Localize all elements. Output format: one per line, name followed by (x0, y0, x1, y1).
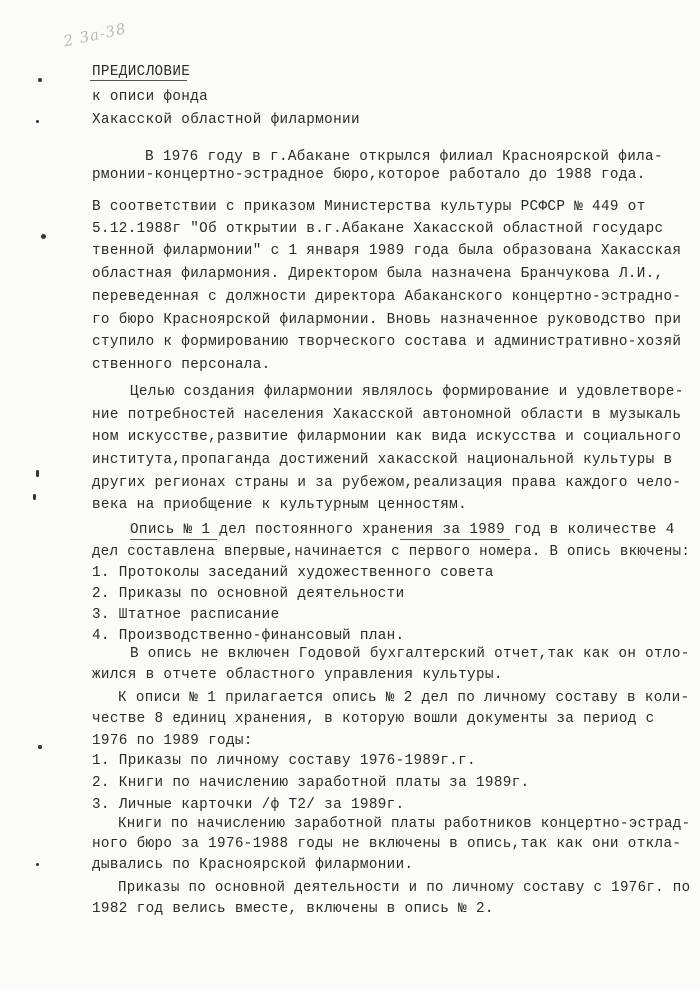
text-line: ном искусстве,развитие филармонии как вида искусства и социального (92, 429, 682, 445)
text-line: жился в отчете областного управления культуры. (92, 667, 503, 683)
heading-line-3: Хакасской областной филармонии (92, 112, 360, 128)
text-line: переведенная с должности директора Абаканского концертно-эстрадно- (92, 289, 682, 305)
text-line: ного бюро за 1976-1988 годы не включены в опись,так как они откла- (92, 836, 682, 852)
text-line: дывались по Красноярской филармонии. (92, 857, 414, 873)
text-line: го бюро Красноярской филармонии. Вновь назначенное руководство при (92, 312, 682, 328)
text-line: института,пропаганда достижений хакасской национальной культуры в (92, 452, 673, 468)
document-title: ПРЕДИСЛОВИЕ (92, 64, 191, 80)
text-line: века на приобщение к культурным ценностям. (92, 497, 468, 513)
text-line: Целью создания филармонии являлось формирование и удовлетворе- (130, 384, 684, 400)
margin-mark (36, 863, 39, 866)
text-line: других регионах страны и за рубежом,реализация права каждого чело- (92, 475, 682, 491)
pencil-archive-note: 2 3а-38 (61, 19, 129, 51)
list-item: 2. Книги по начислению заработной платы за 1989г. (92, 775, 530, 791)
text-line: честве 8 единиц хранения, в которую вошли документы за период с (92, 711, 655, 727)
margin-mark (36, 120, 39, 123)
text-line: В соответствии с приказом Министерства культуры РСФСР № 449 от (92, 199, 646, 215)
list-item: 3. Личные карточки /ф Т2/ за 1989г. (92, 797, 405, 813)
text-line: ние потребностей населения Хакасской автономной области в музыкаль (92, 407, 682, 423)
text-line: К описи № 1 прилагается опись № 2 дел по личному составу в коли- (118, 690, 690, 706)
text-line: Книги по начислению заработной платы работников концертно-эстрад- (118, 816, 691, 832)
list-item: 1. Приказы по личному составу 1976-1989г.г. (92, 753, 476, 769)
text-line: твенной филармонии" с 1 января 1989 года была образована Хакасская (92, 243, 682, 259)
margin-mark (41, 234, 46, 239)
text-line: ступило к формированию творческого состава и административно-хозяй (92, 334, 682, 350)
text-line: В 1976 году в г.Абакане открылся филиал Красноярской фила- (145, 149, 663, 165)
text-line: 5.12.1988г "Об открытии в.г.Абакане Хакасской областной государс (92, 221, 664, 237)
list-item: 1. Протоколы заседаний художественного совета (92, 565, 494, 581)
margin-mark (38, 78, 42, 82)
text-line: 1982 год велись вместе, включены в опись № 2. (92, 901, 494, 917)
text-line: ственного персонала. (92, 357, 271, 373)
text-line: 1976 по 1989 годы: (92, 733, 253, 749)
text-line: В опись не включен Годовой бухгалтерский отчет,так как он отло- (130, 646, 690, 662)
list-item: 4. Производственно-финансовый план. (92, 628, 405, 644)
text-line: Приказы по основной деятельности и по личному составу с 1976г. по (118, 880, 691, 896)
heading-line-2: к описи фонда (92, 89, 209, 105)
text-line: рмонии-концертно-эстрадное бюро,которое работало до 1988 года. (92, 167, 646, 183)
margin-mark (38, 745, 42, 749)
list-item: 3. Штатное расписание (92, 607, 280, 623)
text-line: Опись № 1 дел постоянного хранения за 1989 год в количестве 4 (130, 522, 675, 538)
margin-mark (36, 470, 39, 477)
list-item: 2. Приказы по основной деятельности (92, 586, 405, 602)
margin-mark (33, 494, 36, 500)
title-underline (90, 80, 187, 81)
handwritten-underline (130, 539, 217, 540)
handwritten-underline (400, 539, 510, 540)
text-line: дел составлена впервые,начинается с первого номера. В опись вкючены: (92, 544, 691, 560)
text-line: областная филармония. Директором была назначена Бранчукова Л.И., (92, 266, 664, 282)
